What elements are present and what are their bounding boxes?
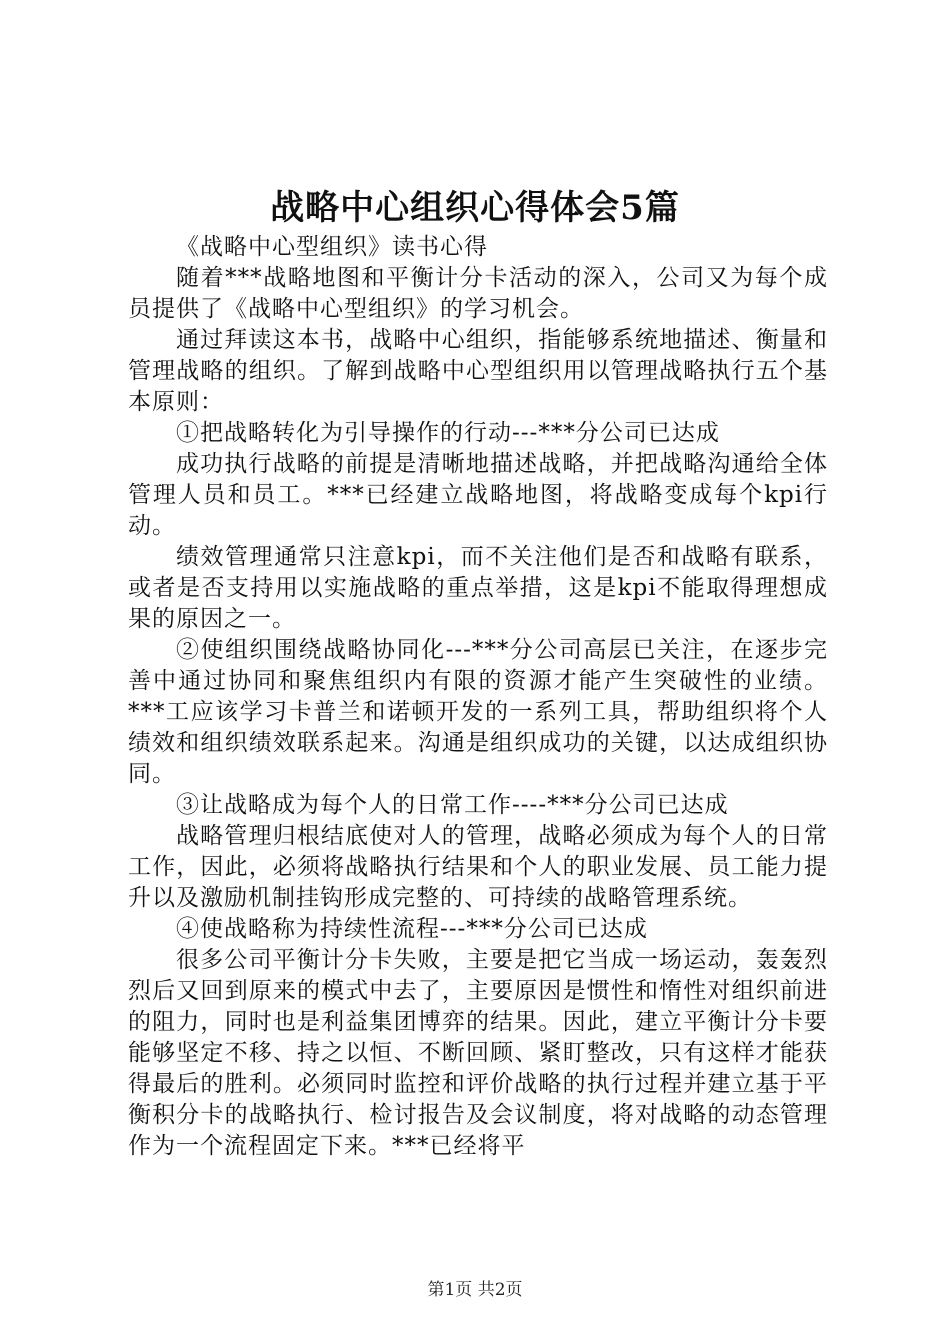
body-paragraph: 成功执行战略的前提是清晰地描述战略，并把战略沟通给全体管理人员和员工。***已经建立战略地图，将战略变成每个kpi行动。: [128, 451, 828, 539]
body-paragraph: 随着***战略地图和平衡计分卡活动的深入，公司又为每个成员提供了《战略中心型组织》的学习机会。: [128, 265, 828, 322]
page-footer: 第1页 共2页: [427, 1280, 523, 1300]
subtitle-paragraph: 《战略中心型组织》读书心得: [176, 234, 488, 260]
document-body: [128, 232, 828, 1162]
principle-heading-2: ②使组织围绕战略协同化---***分公司高层已关注，在逐步完善中通过协同和聚焦组织内有限的资源才能产生突破性的业绩。***工应该学习卡普兰和诺顿开发的一系列工具，帮助组织将个人绩效和组织绩效联系起来。沟通是组织成功的关键，以达成组织协同。: [128, 637, 828, 787]
principle-heading-3: ③让战略成为每个人的日常工作----***分公司已达成: [176, 792, 729, 818]
body-paragraph: 很多公司平衡计分卡失败，主要是把它当成一场运动，轰轰烈烈后又回到原来的模式中去了，主要原因是惯性和惰性对组织前进的阻力，同时也是利益集团博弈的结果。因此，建立平衡计分卡要能够坚定不移、持之以恒、不断回顾、紧盯整改，只有这样才能获得最后的胜利。必须同时监控和评价战略的执行过程并建立基于平衡积分卡的战略执行、检讨报告及会议制度，将对战略的动态管理作为一个流程固定下来。***已经将平: [128, 947, 828, 1159]
body-paragraph: 绩效管理通常只注意kpi，而不关注他们是否和战略有联系，或者是否支持用以实施战略的重点举措，这是kpi不能取得理想成果的原因之一。: [128, 544, 828, 632]
principle-heading-1: ①把战略转化为引导操作的行动---***分公司已达成: [176, 420, 720, 446]
body-paragraph: 通过拜读这本书，战略中心组织，指能够系统地描述、衡量和管理战略的组织。了解到战略中心型组织用以管理战略执行五个基本原则：: [128, 327, 828, 415]
body-paragraph: 战略管理归根结底使对人的管理，战略必须成为每个人的日常工作，因此，必须将战略执行结果和个人的职业发展、员工能力提升以及激励机制挂钩形成完整的、可持续的战略管理系统。: [128, 823, 828, 911]
principle-heading-4: ④使战略称为持续性流程---***分公司已达成: [176, 916, 648, 942]
document-title: 战略中心组织心得体会5篇: [270, 188, 680, 228]
